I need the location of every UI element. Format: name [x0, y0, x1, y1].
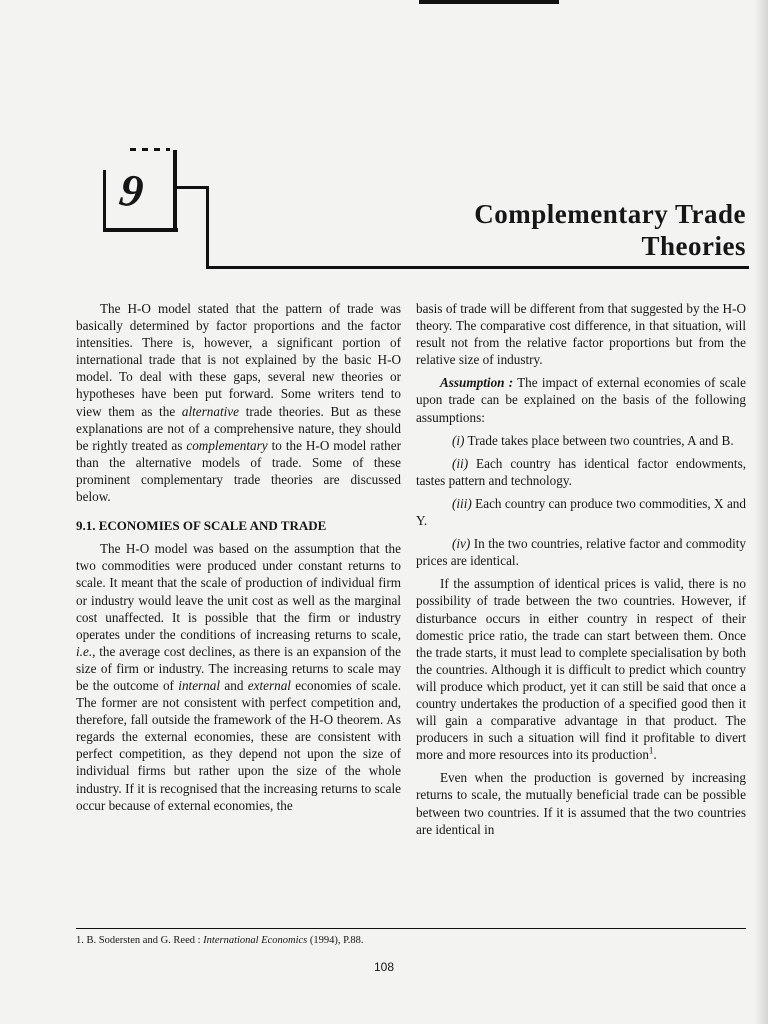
- assumption-item: (iii) Each country can produce two commodities, X and Y.: [416, 495, 746, 529]
- assumption-item: (iv) In the two countries, relative factor and commodity prices are identical.: [416, 536, 746, 569]
- page-gutter-shadow: [754, 0, 768, 1024]
- continued-paragraph: basis of trade will be different from that suggested by the H-O theory. The comparative cost difference, in that situation, will result not from the relative factor proportions but from the relative size of industry.: [416, 301, 746, 368]
- chapter-title: [474, 198, 746, 262]
- page-number: 108: [373, 960, 395, 974]
- scan-top-edge: [419, 0, 559, 4]
- ornament-connector: [176, 186, 208, 189]
- chapter-number: 9: [116, 163, 147, 218]
- chapter-title-line-2: Theories: [641, 231, 746, 261]
- ornament-vertical-bar: [173, 150, 177, 230]
- chapter-title-line-1: Complementary Trade: [474, 199, 746, 229]
- section-heading: 9.1. ECONOMIES OF SCALE AND TRADE: [76, 518, 327, 534]
- body-paragraph: Even when the production is governed by increasing returns to scale, the mutually beneficial trade can be possible between two countries. If it is assumed that the two countries are identical in: [416, 770, 746, 837]
- assumption-item: (ii) Each country has identical factor endowments, tastes pattern and technology.: [416, 455, 746, 488]
- assumption-paragraph: Assumption : The impact of external economies of scale upon trade can be explained on the basis of the following assumptions:: [416, 375, 746, 425]
- footnote: 1. B. Sodersten and G. Reed : International Economics (1994), P.88.: [76, 935, 364, 946]
- assumption-item: (i) Trade takes place between two countries, A and B.: [452, 432, 734, 448]
- intro-paragraph: The H-O model stated that the pattern of trade was basically determined by factor proportions and the factor intensities. There is, however, a significant portion of international trade that is not explained by the basic H-O model. To deal with these gaps, several new theories or hypotheses have been put forward. Some writers tend to view them as the alternative trade theories. But as these explanations are not of a comprehensive nature, they should be rightly treated as complementary to the H-O model rather than the alternative models of trade. Some of these prominent complementary trade theories are discussed below.: [76, 301, 401, 505]
- left-column: [76, 300, 401, 814]
- section-paragraph: The H-O model was based on the assumption that the two commodities were produced under constant returns to scale. It meant that the scale of production of individual firm or industry would leave the unit cost as well as the marginal cost unaffected. It is possible that the firm or industry operates under the conditions of increasing returns to scale, i.e., the average cost declines, as there is an expansion of the size of firm or industry. The increasing returns to scale may be the outcome of internal and external economies of scale. The former are not consistent with perfect competition and, therefore, fall outside the framework of the H-O theorem. As regards the external economies, these are consistent with perfect competition, as they depend not upon the size of individual firms but rather upon the size of the whole industry. If it is recognised that the increasing returns to scale occur because of external economies, the: [76, 541, 401, 813]
- footnote-rule: [76, 928, 746, 929]
- right-column: [416, 300, 746, 838]
- body-paragraph: If the assumption of identical prices is valid, there is no possibility of trade between the two countries. However, if disturbance occurs in either country in respect of their domestic price ratio, the trade can start between them. Once the trade starts, it must lead to complete specialisation by both the countries. Although it is difficult to predict which country will produce which product, yet it can still be said that once a country undertakes the production of a specified good then it will gain a comparative advantage in that product. The producers in such a situation will find it profitable to divert more and more resources into its production$^1$.: [416, 576, 746, 763]
- ornament-dash: [130, 148, 170, 151]
